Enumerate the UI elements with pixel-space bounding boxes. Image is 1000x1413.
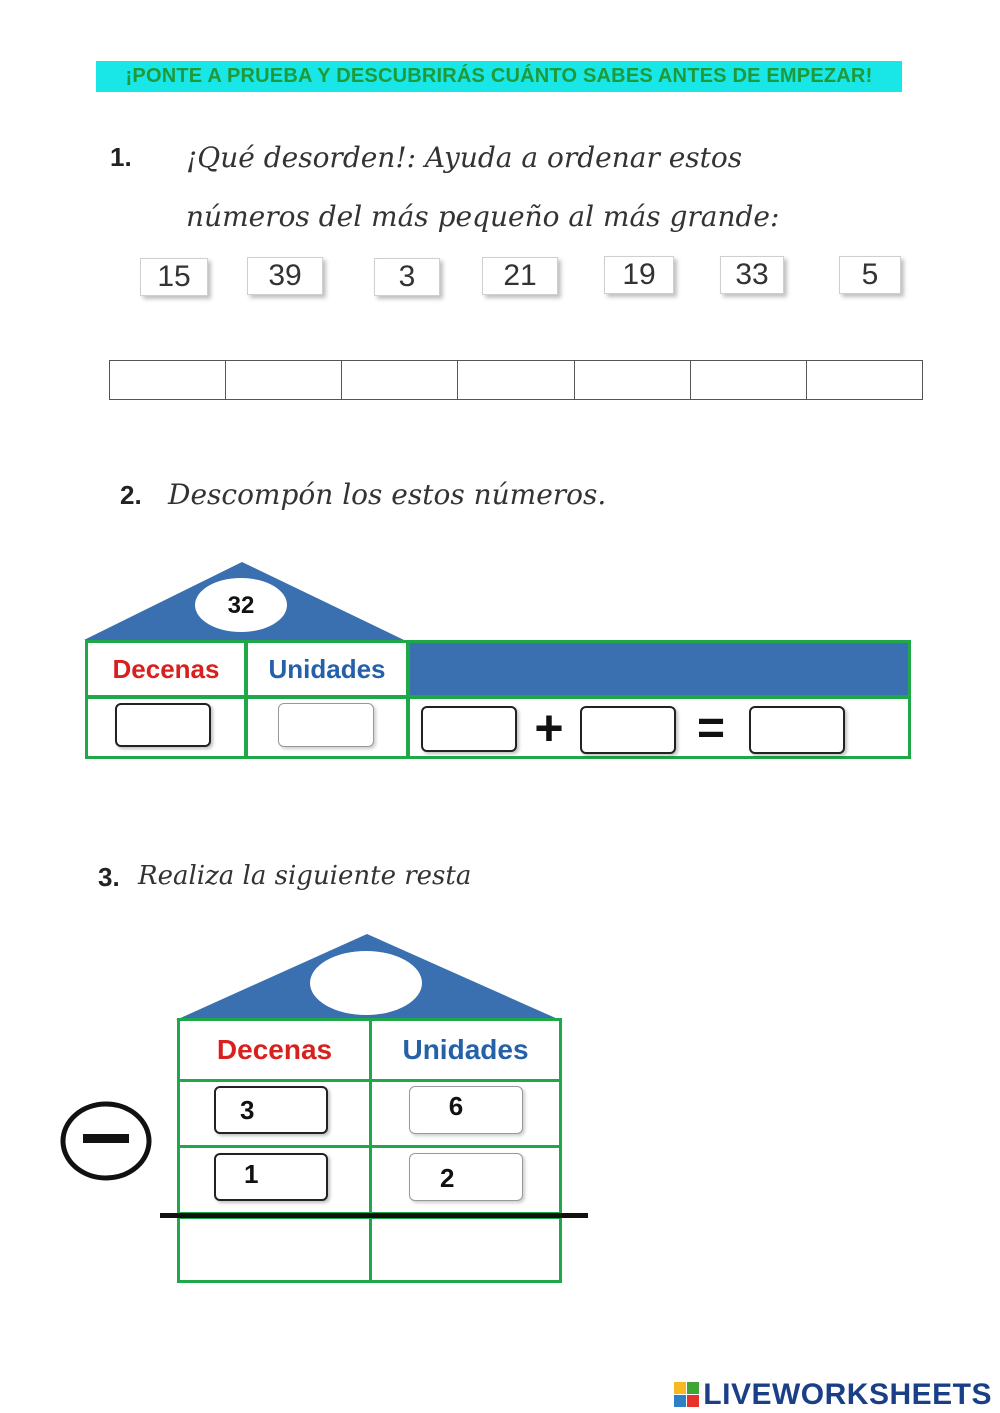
answer-slot[interactable] [575, 361, 691, 399]
addend-1-box[interactable] [421, 706, 517, 752]
row1-tens-digit: 3 [240, 1094, 255, 1125]
answer-slot[interactable] [226, 361, 342, 399]
page-banner: ¡PONTE A PRUEBA Y DESCUBRIRÁS CUÁNTO SABES ANTES DE EMPEZAR! [96, 61, 902, 92]
row1-units-box [409, 1086, 523, 1134]
subtraction-line [160, 1213, 588, 1218]
liveworksheets-logo-icon [674, 1382, 700, 1408]
question-2-number: 2. [120, 480, 142, 510]
decenas-label: Decenas [216, 1034, 333, 1065]
unidades-label: Unidades [268, 653, 386, 684]
number-card[interactable]: 3 [374, 258, 440, 296]
result-tens-cell[interactable] [177, 1216, 372, 1283]
number-card[interactable]: 15 [140, 258, 208, 296]
number-card[interactable]: 21 [482, 257, 558, 295]
question-1-text-line2: números del más pequeño al más grande: [186, 200, 780, 233]
question-3-text: Realiza la siguiente resta [138, 861, 472, 891]
result-units-cell[interactable] [369, 1216, 562, 1283]
number-card[interactable]: 39 [247, 257, 323, 295]
row2-units-box [409, 1153, 523, 1201]
answer-slot[interactable] [807, 361, 922, 399]
answer-slot[interactable] [342, 361, 458, 399]
roof-number: 32 [227, 592, 255, 619]
plus-sign: + [534, 700, 564, 756]
row1-units-digit: 6 [448, 1091, 464, 1121]
number-card[interactable]: 33 [720, 256, 784, 294]
decenas-header [85, 640, 247, 698]
ordering-answer-row [109, 360, 923, 400]
roof-oval [310, 951, 422, 1015]
number-card[interactable]: 19 [604, 256, 674, 294]
question-1-number: 1. [110, 142, 132, 172]
addend-2-box[interactable] [580, 706, 676, 754]
unidades-answer-box[interactable] [278, 703, 374, 747]
answer-slot[interactable] [691, 361, 807, 399]
decenas-answer-box[interactable] [115, 703, 211, 747]
unidades-header [245, 640, 409, 698]
answer-slot[interactable] [458, 361, 574, 399]
result-box[interactable] [749, 706, 845, 754]
answer-slot[interactable] [110, 361, 226, 399]
house-roof [172, 932, 564, 1022]
row2-tens-box [214, 1153, 328, 1201]
equals-sign: = [696, 701, 726, 755]
liveworksheets-logo [674, 1378, 992, 1412]
decenas-label: Decenas [112, 653, 220, 684]
header-band-border [407, 640, 911, 698]
number-card[interactable]: 5 [839, 256, 901, 294]
decenas-header [177, 1018, 372, 1082]
minus-sign-icon [58, 1100, 154, 1182]
liveworksheets-logo-text: LIVEWORKSHEETS [703, 1378, 992, 1411]
question-1-text-line1: ¡Qué desorden!: Ayuda a ordenar estos [186, 141, 743, 174]
row2-units-digit: 2 [440, 1163, 455, 1193]
question-2-text: Descompón los estos números. [168, 478, 607, 511]
unidades-header [369, 1018, 562, 1082]
question-3-number: 3. [98, 862, 120, 892]
row1-tens-box [214, 1086, 328, 1134]
unidades-label: Unidades [402, 1034, 529, 1065]
row2-tens-digit: 1 [244, 1159, 259, 1189]
